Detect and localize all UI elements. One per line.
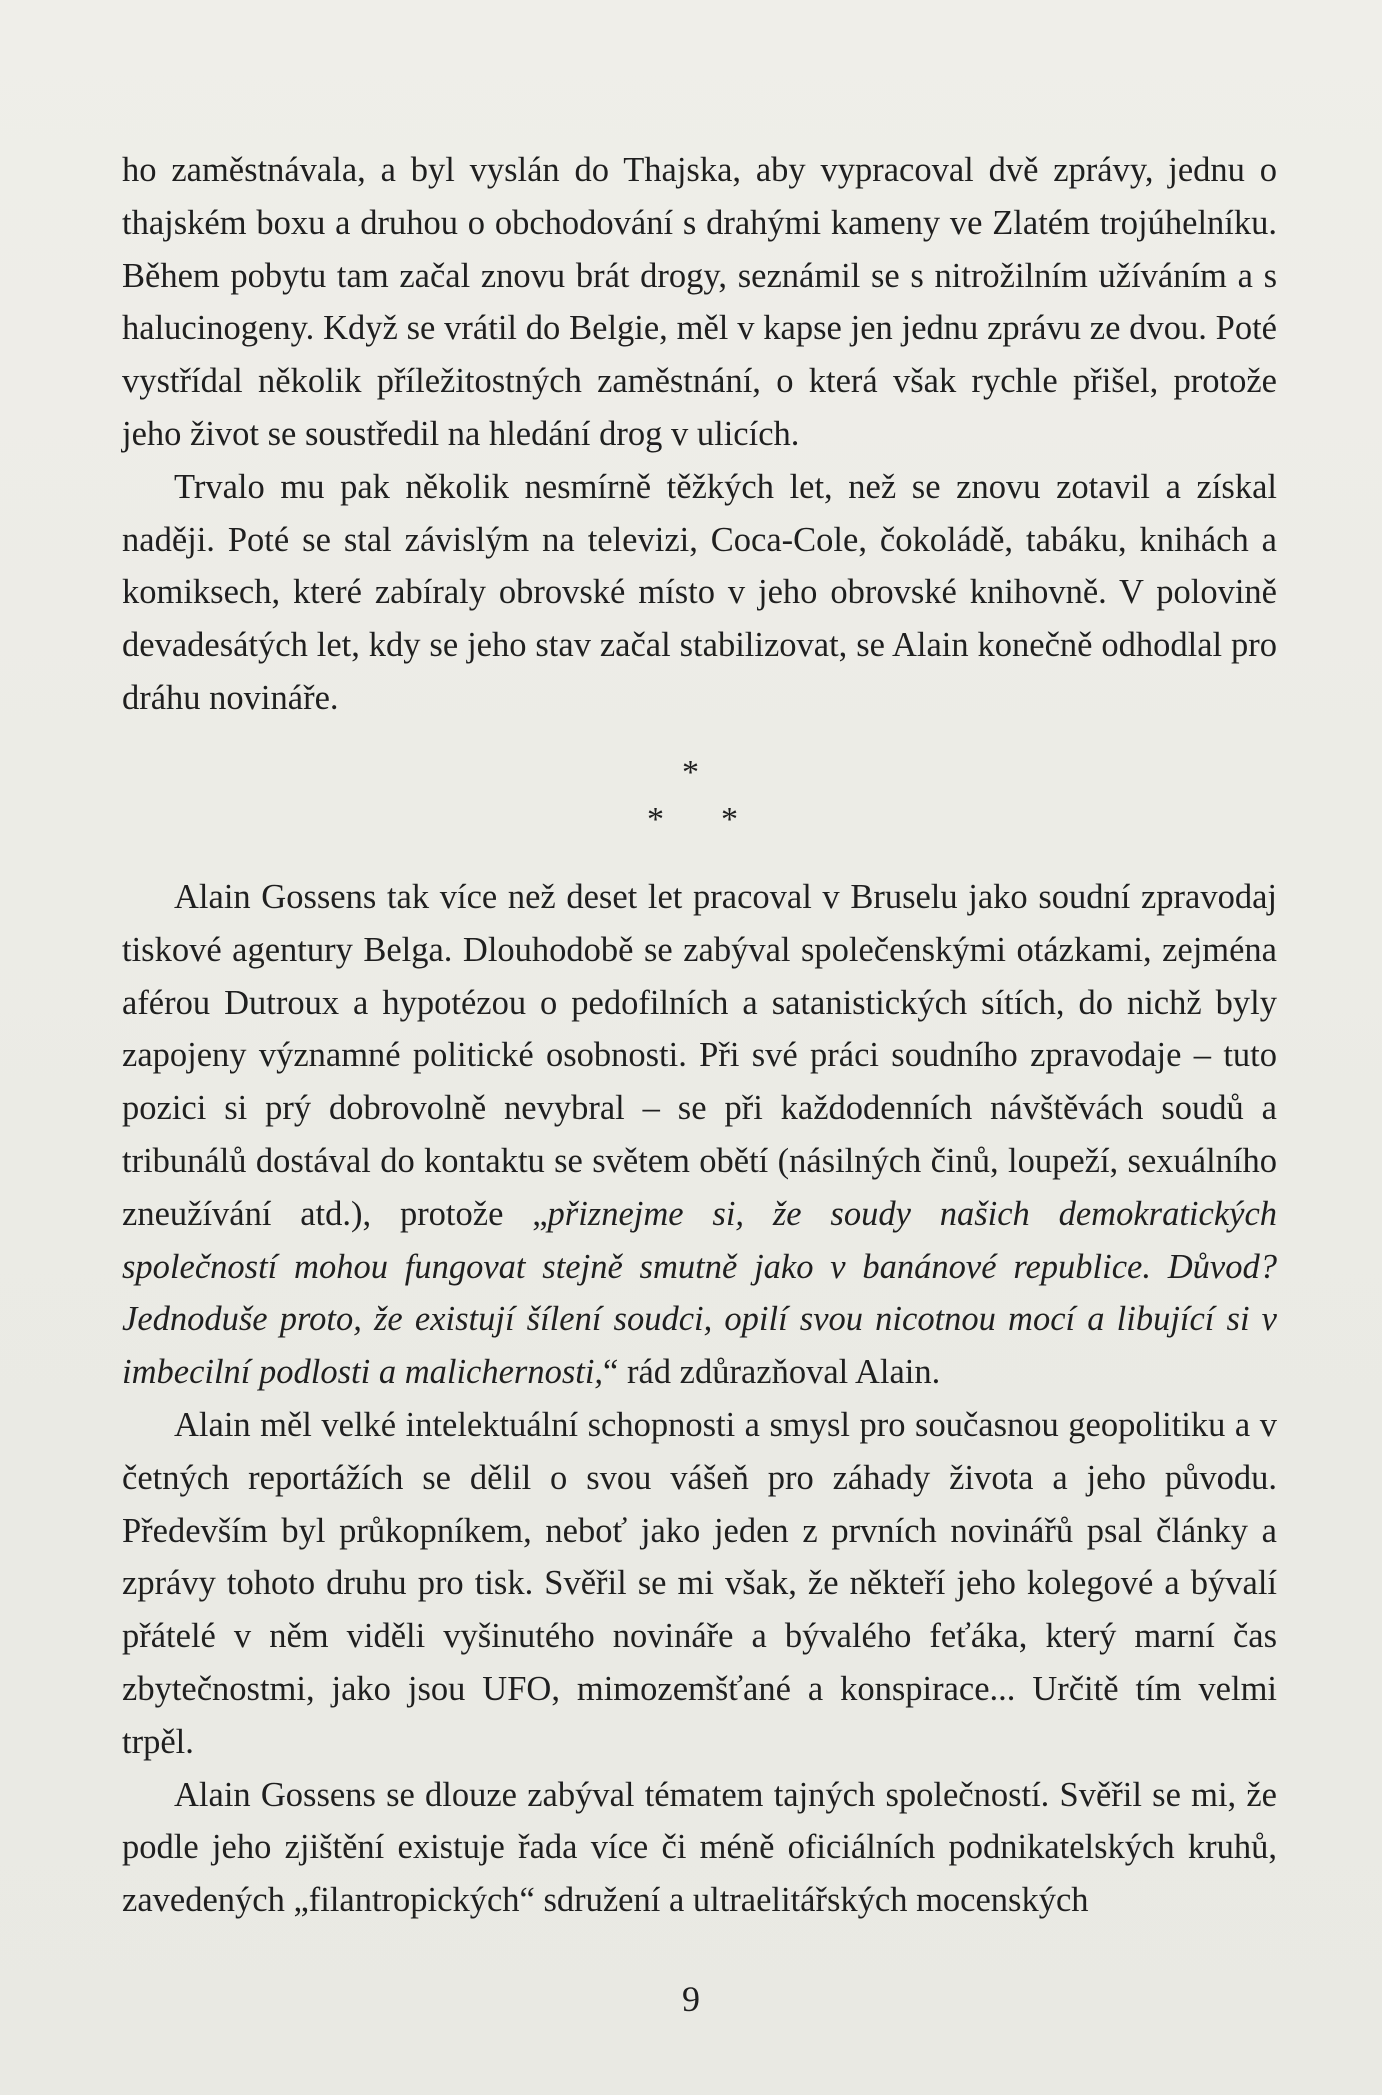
section-break-asterisk-top: * <box>682 754 699 791</box>
paragraph-3-attribution: “ rád zdůrazňoval Alain. <box>603 1353 941 1392</box>
paragraph-3 <box>122 871 1277 1399</box>
page-number: 9 <box>682 1979 700 2019</box>
text-section-1 <box>122 144 1277 725</box>
paragraph-3-quote: přiznejme si, že soudy našich demokratických společností mohou fungovat stejně smutně jako v banánové republice. Důvod? Jednoduše proto, že existují šílení soudci, opilí svou nicotnou mocí a libující si v imbecilní podlosti a malichernosti, <box>122 1194 1278 1392</box>
paragraph-5: Alain Gossens se dlouze zabýval tématem tajných společností. Svěřil se mi, že podle jeho zjištění existuje řada více či méně oficiálních podnikatelských kruhů, zavedených „filantropických“ sdružení a ultraelitářských mocenských <box>122 1775 1277 1920</box>
paragraph-3-intro: Alain Gossens tak více než deset let pracoval v Bruselu jako soudní zpravodaj tiskové agentury Belga. Dlouhodobě se zabýval společenskými otázkami, zejména aférou Dutroux a hypotézou o pedofilních a satanistických sítích, do nichž byly zapojeny významné politické osobnosti. Při své práci soudního zpravodaje – tuto pozici si prý dobrovolně nevybral – se při každodenních návštěvách soudů a tribunálů dostával do kontaktu se světem obětí (násilných činů, loupeží, sexuálního zneužívání atd.), protože „ <box>122 878 1277 1233</box>
paragraph-2: Trvalo mu pak několik nesmírně těžkých let, než se znovu zotavil a získal naději. Poté se stal závislým na televizi, Coca-Cole, čokoládě, tabáku, knihách a komiksech, které zabíraly obrovské místo v jeho obrovské knihovně. V polovině devadesátých let, kdy se jeho stav začal stabilizovat, se Alain konečně odhodlal pro dráhu novináře. <box>122 467 1277 717</box>
section-break-asterisk-right: * <box>721 801 738 838</box>
section-break-asterisk-left: * <box>647 801 664 838</box>
paragraph-1: ho zaměstnávala, a byl vyslán do Thajska, aby vypracoval dvě zprávy, jednu o thajském boxu a druhou o obchodování s drahými kameny ve Zlatém trojúhelníku. Během pobytu tam začal znovu brát drogy, seznámil se s nitrožilním užíváním a s halucinogeny. Když se vrátil do Belgie, měl v kapse jen jednu zprávu ze dvou. Poté vystřídal několik příležitostných zaměstnání, o která však rychle přišel, protože jeho život se soustředil na hledání drog v ulicích. <box>122 151 1277 453</box>
paragraph-4: Alain měl velké intelektuální schopnosti a smysl pro současnou geopolitiku a v četných reportážích se dělil o svou vášeň pro záhady života a jeho původu. Především byl průkopníkem, neboť jako jeden z prvních novinářů psal články a zprávy tohoto druhu pro tisk. Svěřil se mi však, že někteří jeho kolegové a bývalí přátelé v něm viděli vyšinutého novináře a bývalého feťáka, který marní čas zbytečnostmi, jako jsou UFO, mimozemšťané a konspirace... Určitě tím velmi trpěl. <box>122 1405 1277 1761</box>
text-section-2 <box>122 871 1277 1927</box>
